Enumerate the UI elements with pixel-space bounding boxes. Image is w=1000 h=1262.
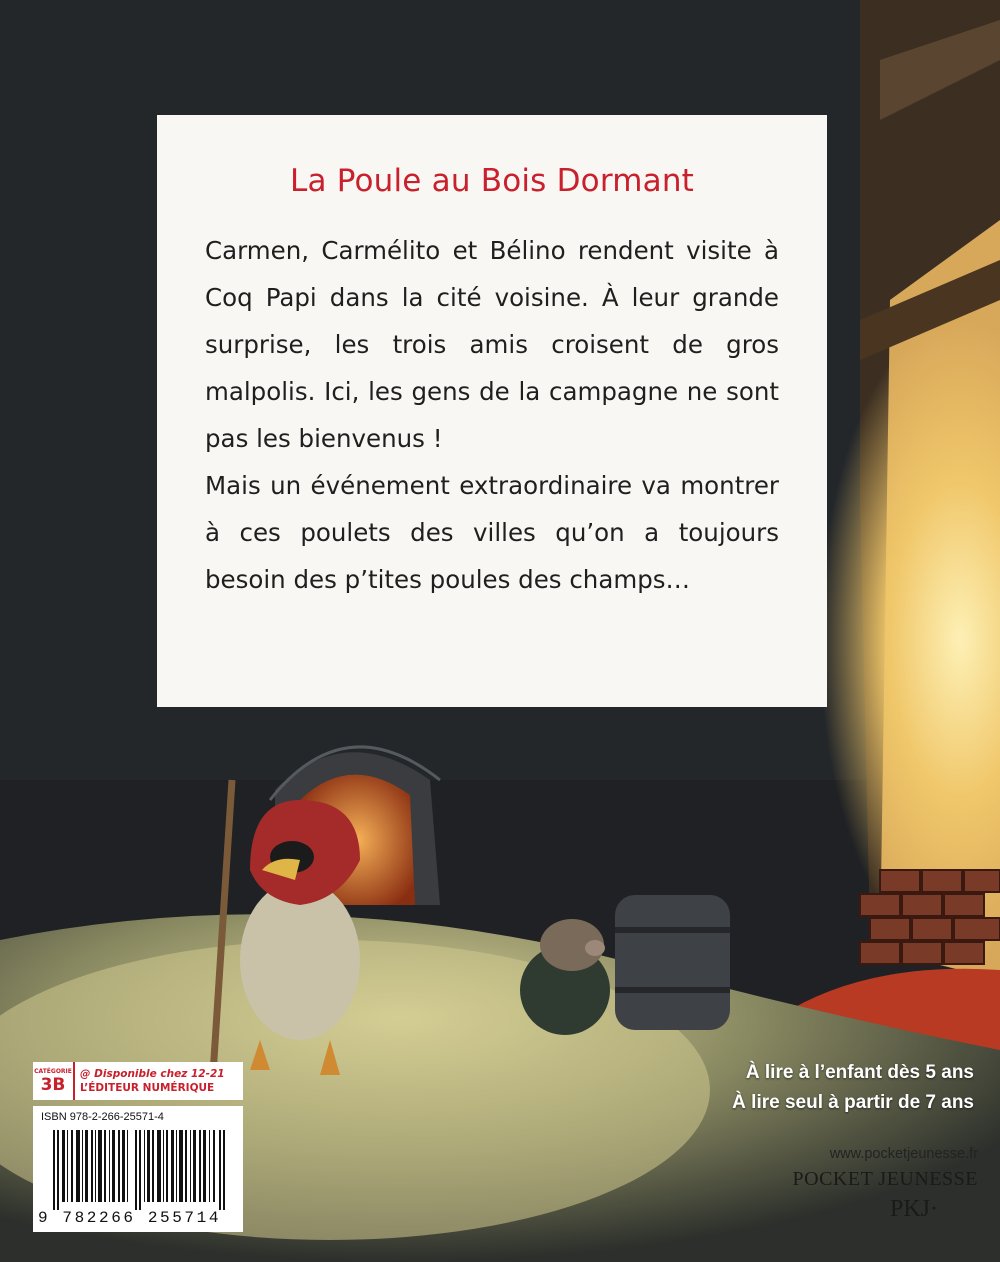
age-read-alone: À lire seul à partir de 7 ans	[732, 1092, 974, 1113]
isbn-text: ISBN 978-2-266-25571-4	[41, 1111, 164, 1123]
digital-availability-line2: L’ÉDITEUR NUMÉRIQUE	[80, 1082, 215, 1094]
category-box	[33, 1062, 243, 1100]
ean-number: 9 782266 255714	[38, 1209, 222, 1227]
category-value: 3B	[40, 1075, 66, 1095]
category-badge	[33, 1062, 75, 1100]
publisher-logo: PKJ·	[889, 1196, 938, 1222]
publisher-name: POCKET JEUNESSE	[792, 1168, 978, 1190]
age-recommendation	[732, 1058, 974, 1118]
summary-paragraph-1: Carmen, Carmélito et Bélino rendent visite à Coq Papi dans la cité voisine. À leur grande surprise, les trois amis croisent de gros malpolis. Ici, les gens de la campagne ne sont pas les bienvenus !	[205, 236, 779, 453]
summary-paragraph-2: Mais un événement extraordinaire va montrer à ces poulets des villes qu’on a toujours besoin des p’tites poules des champs…	[205, 471, 779, 594]
publisher-website: www.pocketjeunesse.fr	[829, 1146, 978, 1162]
category-label: CATÉGORIE	[34, 1068, 72, 1075]
digital-availability-line1: @ Disponible chez 12-21	[80, 1068, 225, 1080]
book-title: La Poule au Bois Dormant	[289, 163, 695, 199]
age-read-to-child: À lire à l’enfant dès 5 ans	[745, 1062, 974, 1083]
summary-panel	[157, 115, 827, 707]
barcode-graphic	[53, 1130, 228, 1210]
barcode-box	[33, 1106, 243, 1232]
digital-availability	[75, 1062, 243, 1100]
